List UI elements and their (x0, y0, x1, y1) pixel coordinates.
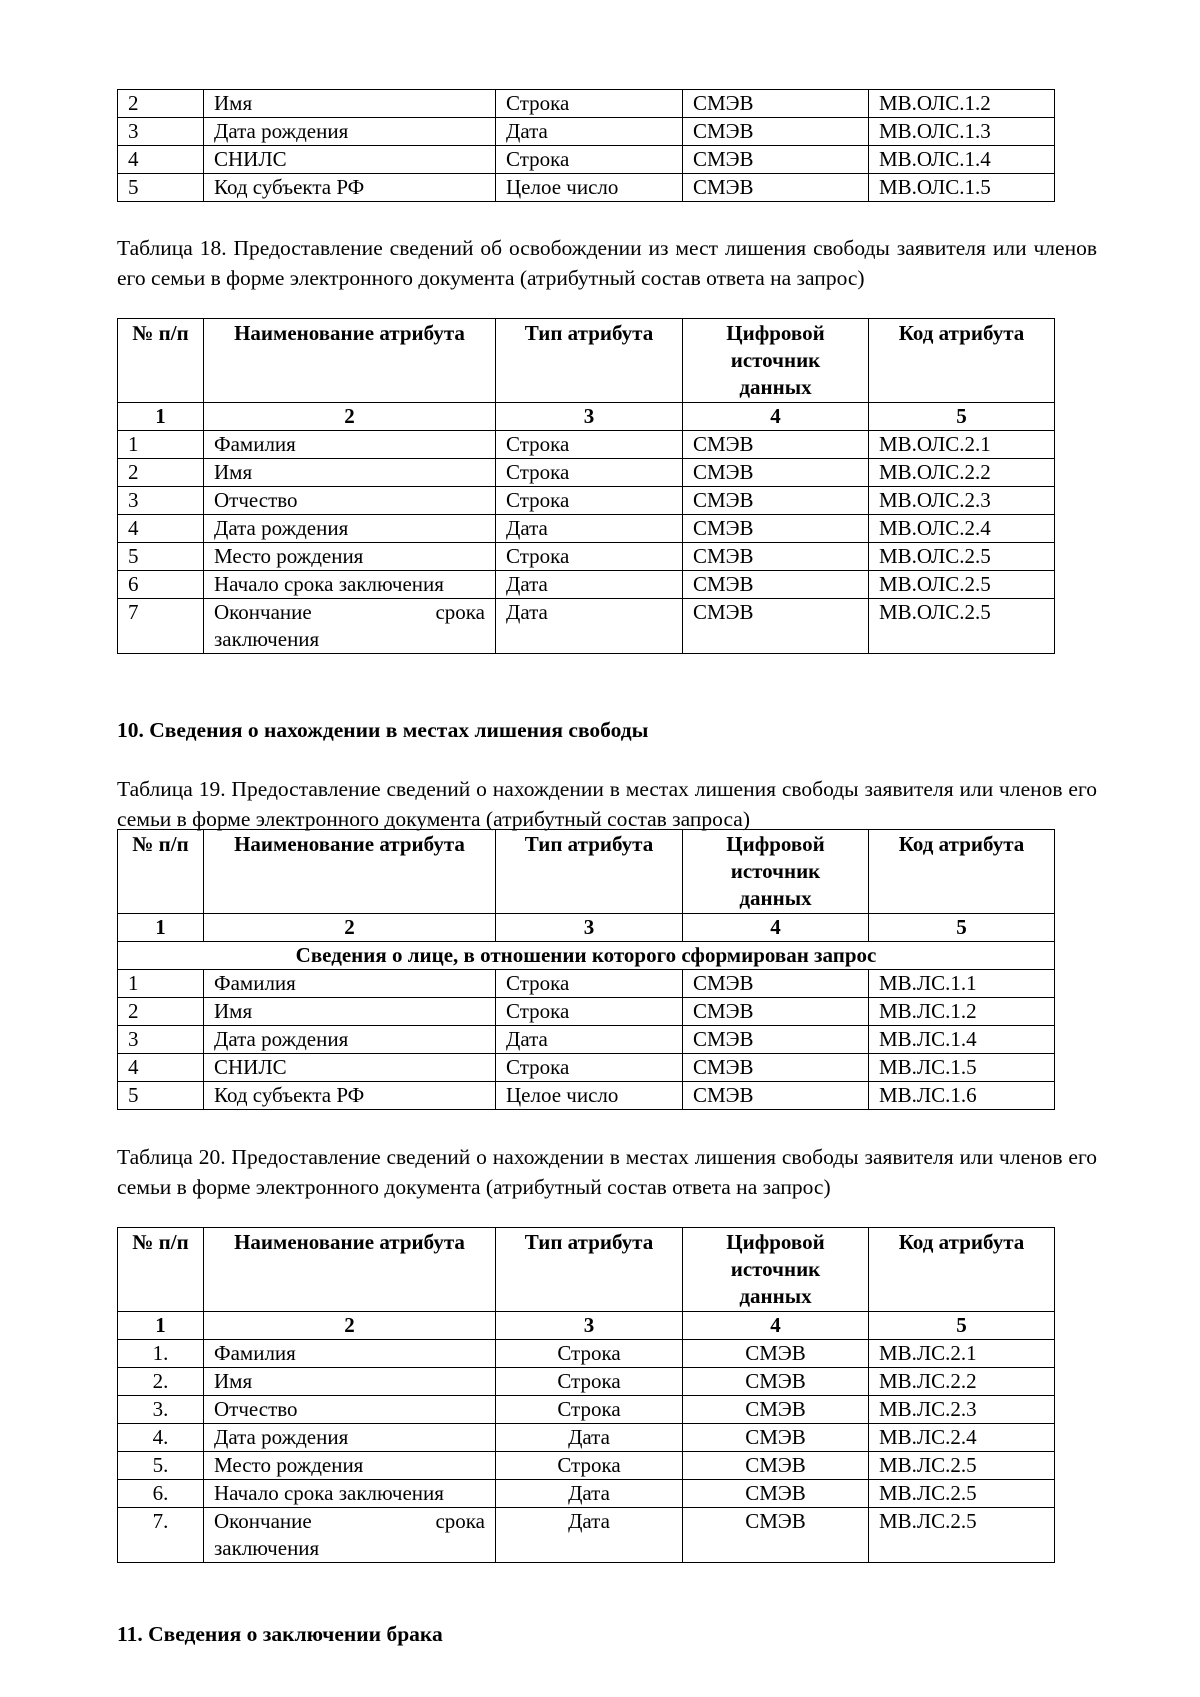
table-cell: 4 (118, 146, 204, 174)
table-cell: Дата (496, 515, 683, 543)
table-row (118, 1480, 1055, 1508)
table-cell (204, 1508, 496, 1563)
table-cell: МВ.ОЛС.2.4 (869, 515, 1055, 543)
table-cell: МВ.ЛС.2.5 (869, 1452, 1055, 1480)
col-number: 4 (683, 403, 869, 431)
table-cell: Строка (496, 543, 683, 571)
table-cell: МВ.ОЛС.1.2 (869, 90, 1055, 118)
section-row-label: Сведения о лице, в отношении которого сформирован запрос (118, 942, 1055, 970)
table-cell: Код субъекта РФ (204, 174, 496, 202)
table-cell: СМЭВ (683, 1340, 869, 1368)
table-body (118, 90, 1055, 202)
table-cell: СНИЛС (204, 146, 496, 174)
column-numbers-row (118, 403, 1055, 431)
table-row (118, 1054, 1055, 1082)
header-row (118, 830, 1055, 914)
table-cell: СМЭВ (683, 487, 869, 515)
table-cell: СМЭВ (683, 543, 869, 571)
table-cell: Строка (496, 1368, 683, 1396)
table-cell: Дата (496, 1026, 683, 1054)
table-cell: Фамилия (204, 970, 496, 998)
table-cell: 2 (118, 998, 204, 1026)
table-cell: 7. (118, 1508, 204, 1563)
table-cell: СМЭВ (683, 1480, 869, 1508)
table-cell: 1 (118, 970, 204, 998)
table-cell: МВ.ЛС.1.6 (869, 1082, 1055, 1110)
table-row (118, 998, 1055, 1026)
table-cell: Строка (496, 459, 683, 487)
col-number: 5 (869, 1312, 1055, 1340)
table-cell: Строка (496, 1340, 683, 1368)
col-number: 4 (683, 1312, 869, 1340)
table-row (118, 1026, 1055, 1054)
table-cell: 1. (118, 1340, 204, 1368)
col-number: 3 (496, 1312, 683, 1340)
table-cell: СМЭВ (683, 118, 869, 146)
table-cell: Дата (496, 599, 683, 654)
header-name: Наименование атрибута (204, 830, 496, 914)
table-20 (117, 1227, 1055, 1563)
table-row (118, 118, 1055, 146)
table-cell: 3. (118, 1396, 204, 1424)
table-cell: Целое число (496, 174, 683, 202)
table-cell: СМЭВ (683, 998, 869, 1026)
col-number: 5 (869, 914, 1055, 942)
col-number: 2 (204, 1312, 496, 1340)
table-cell: 6 (118, 571, 204, 599)
table-cell: Строка (496, 487, 683, 515)
table-cell: 5 (118, 1082, 204, 1110)
table-row (118, 1424, 1055, 1452)
table-cell: 3 (118, 118, 204, 146)
table-cell: СМЭВ (683, 970, 869, 998)
table-cell: МВ.ОЛС.2.2 (869, 459, 1055, 487)
col-number: 2 (204, 403, 496, 431)
table-cell: Отчество (204, 487, 496, 515)
table-row (118, 431, 1055, 459)
cell-line: Окончание срока (214, 600, 485, 624)
table-cell: СМЭВ (683, 90, 869, 118)
table-cell: Начало срока заключения (204, 571, 496, 599)
header-code: Код атрибута (869, 830, 1055, 914)
table-cell: Строка (496, 970, 683, 998)
header-num: № п/п (118, 1228, 204, 1312)
table-cell: СМЭВ (683, 1026, 869, 1054)
table-cell: 4 (118, 1054, 204, 1082)
col-number: 1 (118, 403, 204, 431)
table-cell: СМЭВ (683, 1368, 869, 1396)
column-numbers-row (118, 1312, 1055, 1340)
table-cell: СМЭВ (683, 1396, 869, 1424)
table-cell: Строка (496, 998, 683, 1026)
table-cell: Строка (496, 1054, 683, 1082)
table-cell: СМЭВ (683, 1082, 869, 1110)
table-cell: СМЭВ (683, 1424, 869, 1452)
header-num: № п/п (118, 319, 204, 403)
col-number: 1 (118, 1312, 204, 1340)
table-cell: МВ.ЛС.2.5 (869, 1480, 1055, 1508)
table-cell: 6. (118, 1480, 204, 1508)
header-type: Тип атрибута (496, 830, 683, 914)
table-19-caption: Таблица 19. Предоставление сведений о нахождении в местах лишения свободы заявителя или членов его семьи в форме электронного документа (атрибутный состав запроса) (117, 777, 1097, 831)
table-row (118, 487, 1055, 515)
table-row (118, 1082, 1055, 1110)
table-cell: Отчество (204, 1396, 496, 1424)
table-row (118, 174, 1055, 202)
table-cell: СМЭВ (683, 515, 869, 543)
table-cell: Начало срока заключения (204, 1480, 496, 1508)
table-cell: СМЭВ (683, 1508, 869, 1563)
header-type: Тип атрибута (496, 1228, 683, 1312)
table-cell: 7 (118, 599, 204, 654)
table-cell: Имя (204, 90, 496, 118)
table-cell: СМЭВ (683, 599, 869, 654)
table-cell: МВ.ОЛС.2.5 (869, 543, 1055, 571)
table-cell: МВ.ЛС.1.2 (869, 998, 1055, 1026)
table-cell: СМЭВ (683, 1054, 869, 1082)
table-row (118, 1396, 1055, 1424)
table-cell: Место рождения (204, 543, 496, 571)
table-row (118, 1340, 1055, 1368)
table-cell: 4 (118, 515, 204, 543)
table-cell: МВ.ОЛС.1.4 (869, 146, 1055, 174)
table-row (118, 146, 1055, 174)
table-row (118, 571, 1055, 599)
table-cell: Дата (496, 571, 683, 599)
table-cell: МВ.ОЛС.1.5 (869, 174, 1055, 202)
header-row (118, 1228, 1055, 1312)
table-body (118, 830, 1055, 1110)
table-cell: Имя (204, 1368, 496, 1396)
table-row (118, 599, 1055, 654)
table-18 (117, 318, 1055, 654)
table-cell: СМЭВ (683, 431, 869, 459)
table-body (118, 1228, 1055, 1563)
table-cell: 2 (118, 459, 204, 487)
col-number: 3 (496, 403, 683, 431)
table-cell: Дата рождения (204, 118, 496, 146)
table-cell: МВ.ЛС.1.4 (869, 1026, 1055, 1054)
table-cell: МВ.ЛС.2.3 (869, 1396, 1055, 1424)
table-cell: Строка (496, 90, 683, 118)
table-cell: 3 (118, 487, 204, 515)
table-cell: Код субъекта РФ (204, 1082, 496, 1110)
table-cell: Дата (496, 1508, 683, 1563)
section-10-heading: 10. Сведения о нахождении в местах лишения свободы (117, 718, 649, 742)
table-cell: СМЭВ (683, 459, 869, 487)
table-cell: МВ.ОЛС.2.5 (869, 599, 1055, 654)
table-cell: Строка (496, 1452, 683, 1480)
table-cell: Фамилия (204, 431, 496, 459)
header-source: Цифровой источник данных (683, 1228, 869, 1312)
table-cell: 1 (118, 431, 204, 459)
table-17-continuation (117, 89, 1055, 202)
table-cell: МВ.ЛС.2.1 (869, 1340, 1055, 1368)
table-row (118, 970, 1055, 998)
col-number: 5 (869, 403, 1055, 431)
table-cell: МВ.ЛС.2.4 (869, 1424, 1055, 1452)
table-cell (204, 599, 496, 654)
table-cell: Строка (496, 431, 683, 459)
table-row (118, 515, 1055, 543)
cell-line: заключения (214, 627, 320, 651)
table-row (118, 1508, 1055, 1563)
table-cell: Имя (204, 459, 496, 487)
header-code: Код атрибута (869, 1228, 1055, 1312)
table-row (118, 1368, 1055, 1396)
col-number: 2 (204, 914, 496, 942)
header-source: Цифровой источник данных (683, 319, 869, 403)
col-number: 3 (496, 914, 683, 942)
header-source: Цифровой источник данных (683, 830, 869, 914)
table-cell: 5 (118, 174, 204, 202)
cell-line: заключения (214, 1536, 320, 1560)
table-cell: МВ.ОЛС.2.1 (869, 431, 1055, 459)
table-cell: СНИЛС (204, 1054, 496, 1082)
table-cell: Имя (204, 998, 496, 1026)
table-cell: Дата (496, 118, 683, 146)
table-20-caption: Таблица 20. Предоставление сведений о нахождении в местах лишения свободы заявителя или членов его семьи в форме электронного документа (атрибутный состав ответа на запрос) (117, 1145, 1097, 1199)
table-cell: 5 (118, 543, 204, 571)
table-cell: Целое число (496, 1082, 683, 1110)
table-row (118, 459, 1055, 487)
col-number: 1 (118, 914, 204, 942)
table-cell: 2. (118, 1368, 204, 1396)
section-row (118, 942, 1055, 970)
column-numbers-row (118, 914, 1055, 942)
table-cell: Дата рождения (204, 515, 496, 543)
table-cell: Дата рождения (204, 1026, 496, 1054)
table-cell: СМЭВ (683, 571, 869, 599)
table-cell: Строка (496, 1396, 683, 1424)
table-cell: МВ.ОЛС.1.3 (869, 118, 1055, 146)
header-name: Наименование атрибута (204, 1228, 496, 1312)
header-num: № п/п (118, 830, 204, 914)
table-cell: 4. (118, 1424, 204, 1452)
table-cell: Дата (496, 1480, 683, 1508)
table-cell: 3 (118, 1026, 204, 1054)
table-cell: Дата (496, 1424, 683, 1452)
header-name: Наименование атрибута (204, 319, 496, 403)
table-cell: Место рождения (204, 1452, 496, 1480)
table-row (118, 1452, 1055, 1480)
table-cell: МВ.ЛС.1.5 (869, 1054, 1055, 1082)
header-type: Тип атрибута (496, 319, 683, 403)
table-cell: МВ.ОЛС.2.5 (869, 571, 1055, 599)
table-cell: Дата рождения (204, 1424, 496, 1452)
table-cell: МВ.ЛС.1.1 (869, 970, 1055, 998)
table-cell: Строка (496, 146, 683, 174)
table-row (118, 90, 1055, 118)
table-cell: МВ.ОЛС.2.3 (869, 487, 1055, 515)
table-cell: СМЭВ (683, 146, 869, 174)
table-cell: СМЭВ (683, 1452, 869, 1480)
header-row (118, 319, 1055, 403)
section-11-heading: 11. Сведения о заключении брака (117, 1622, 443, 1646)
table-cell: Фамилия (204, 1340, 496, 1368)
table-19 (117, 829, 1055, 1110)
table-cell: МВ.ЛС.2.2 (869, 1368, 1055, 1396)
table-cell: СМЭВ (683, 174, 869, 202)
table-cell: 5. (118, 1452, 204, 1480)
table-cell: МВ.ЛС.2.5 (869, 1508, 1055, 1563)
col-number: 4 (683, 914, 869, 942)
header-code: Код атрибута (869, 319, 1055, 403)
cell-line: Окончание срока (214, 1509, 485, 1533)
table-18-caption: Таблица 18. Предоставление сведений об освобождении из мест лишения свободы заявителя или членов его семьи в форме электронного документа (атрибутный состав ответа на запрос) (117, 236, 1097, 290)
table-cell: 2 (118, 90, 204, 118)
table-body (118, 319, 1055, 654)
table-row (118, 543, 1055, 571)
